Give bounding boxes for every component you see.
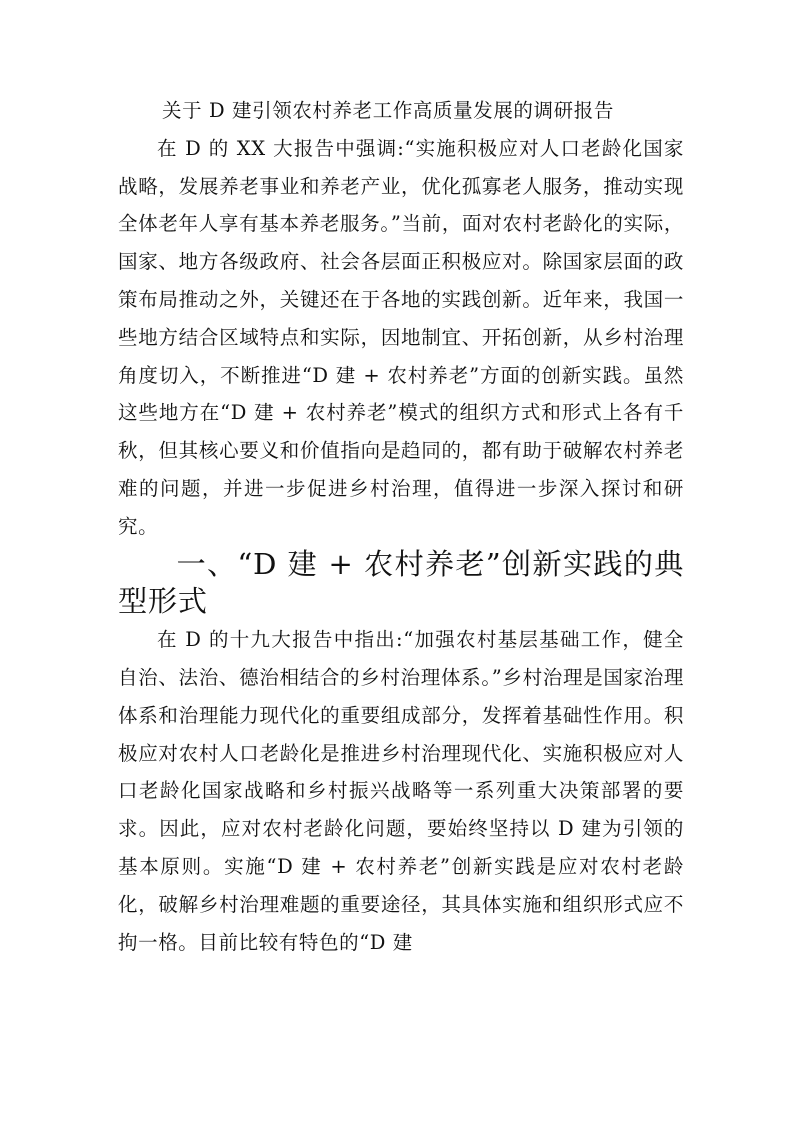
intro-paragraph: 在 D 的 XX 大报告中强调:“实施积极应对人口老龄化国家战略，发展养老事业和养老产业，优化孤寡老人服务，推动实现全体老年人享有基本养老服务。”当前，面对农村老龄化的实际，国家、地方各级政府、社会各层面正积极应对。除国家层面的政策布局推动之外，关键还在于各地的实践创新。近年来，我国一些地方结合区域特点和实际，因地制宜、开拓创新，从乡村治理角度切入，不断推进“D 建 + 农村养老”方面的创新实践。虽然这些地方在“D 建 + 农村养老”模式的组织方式和形式上各有千秋，但其核心要义和价值指向是趋同的，都有助于破解农村养老难的问题，并进一步促进乡村治理，值得进一步深入探讨和研究。 xyxy=(118,136,684,538)
section-heading: 一、“D 建 + 农村养老”创新实践的典型形式 xyxy=(118,546,684,619)
document-title: 关于 D 建引领农村养老工作高质量发展的调研报告 xyxy=(162,99,614,122)
section-paragraph: 在 D 的十九大报告中指出:“加强农村基层基础工作，健全自治、法治、德治相结合的乡村治理体系。”乡村治理是国家治理体系和治理能力现代化的重要组成部分，发挥着基础性作用。积极应对农村人口老龄化是推进乡村治理现代化、实施积极应对人口老龄化国家战略和乡村振兴战略等一系列重大决策部署的要求。因此，应对农村老龄化问题，要始终坚持以 D 建为引领的基本原则。实施“D 建 + 农村养老”创新实践是应对农村老龄化，破解乡村治理难题的重要途径，其具体实施和组织形式应不拘一格。目前比较有特色的“D 建 xyxy=(118,628,684,954)
document-body xyxy=(118,92,684,961)
